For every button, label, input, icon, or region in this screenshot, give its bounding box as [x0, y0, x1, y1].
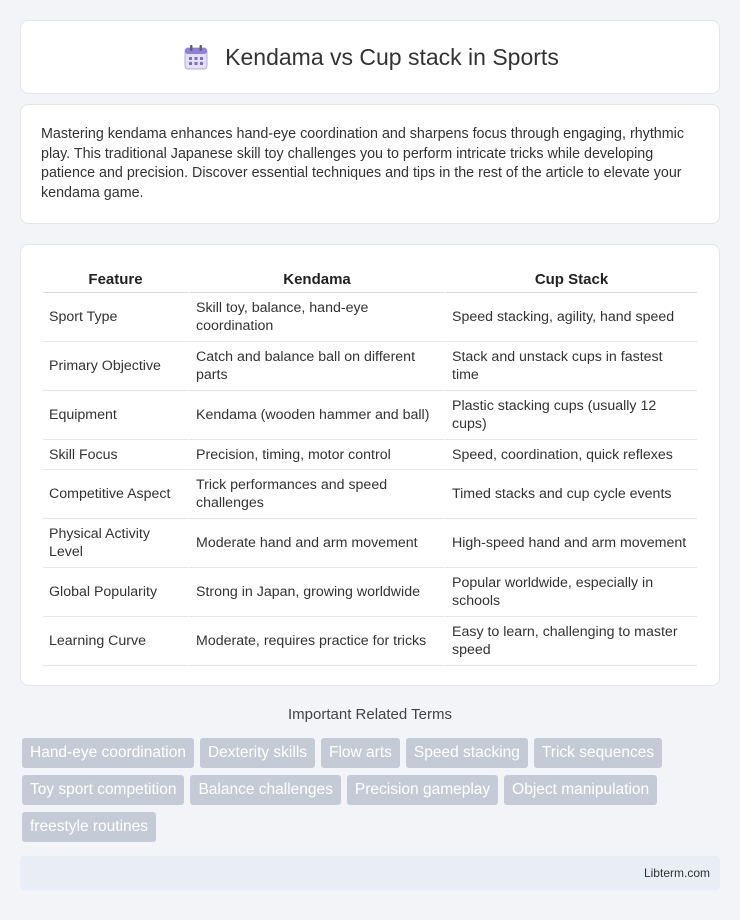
related-term-tag[interactable]: Speed stacking	[406, 738, 528, 768]
related-term-tag[interactable]: Balance challenges	[190, 775, 340, 805]
table-cell: Moderate, requires practice for tricks	[188, 617, 444, 666]
table-cell: Kendama (wooden hammer and ball)	[188, 391, 444, 440]
table-row	[43, 342, 697, 391]
related-term-tag[interactable]: Dexterity skills	[200, 738, 315, 768]
related-term-tag[interactable]: Flow arts	[321, 738, 400, 768]
table-cell: High-speed hand and arm movement	[444, 519, 697, 568]
table-cell: Stack and unstack cups in fastest time	[444, 342, 697, 391]
page-footer	[20, 856, 720, 890]
table-cell: Competitive Aspect	[43, 470, 188, 519]
table-cell: Learning Curve	[43, 617, 188, 666]
related-term-tag[interactable]: Precision gameplay	[347, 775, 498, 805]
table-cell: Primary Objective	[43, 342, 188, 391]
table-cell: Skill Focus	[43, 440, 188, 470]
table-cell: Global Popularity	[43, 568, 188, 617]
table-cell: Physical Activity Level	[43, 519, 188, 568]
column-header-feature: Feature	[43, 265, 188, 293]
calendar-icon	[181, 42, 211, 72]
table-cell: Plastic stacking cups (usually 12 cups)	[444, 391, 697, 440]
table-cell: Easy to learn, challenging to master speed	[444, 617, 697, 666]
column-header-cup-stack: Cup Stack	[444, 265, 697, 293]
related-term-tag[interactable]: freestyle routines	[22, 812, 156, 842]
table-cell: Speed stacking, agility, hand speed	[444, 293, 697, 342]
related-term-tag[interactable]: Hand-eye coordination	[22, 738, 194, 768]
page-title: Kendama vs Cup stack in Sports	[225, 43, 559, 70]
table-cell: Skill toy, balance, hand-eye coordination	[188, 293, 444, 342]
table-cell: Moderate hand and arm movement	[188, 519, 444, 568]
table-row	[43, 519, 697, 568]
table-cell: Speed, coordination, quick reflexes	[444, 440, 697, 470]
table-cell: Timed stacks and cup cycle events	[444, 470, 697, 519]
related-terms-title: Important Related Terms	[288, 706, 452, 723]
comparison-table-card	[20, 244, 720, 686]
related-term-tag[interactable]: Object manipulation	[504, 775, 657, 805]
table-cell: Sport Type	[43, 293, 188, 342]
table-header-row	[43, 265, 697, 293]
related-term-tag[interactable]: Trick sequences	[534, 738, 662, 768]
comparison-table	[43, 265, 697, 666]
table-row	[43, 293, 697, 342]
table-cell: Trick performances and speed challenges	[188, 470, 444, 519]
table-cell: Equipment	[43, 391, 188, 440]
table-cell: Popular worldwide, especially in schools	[444, 568, 697, 617]
table-cell: Strong in Japan, growing worldwide	[188, 568, 444, 617]
intro-section	[20, 104, 720, 224]
footer-brand-link[interactable]: Libterm.com	[643, 866, 710, 880]
intro-text: Mastering kendama enhances hand-eye coordination and sharpens focus through engaging, rhythmic play. This traditional Japanese skill toy challenges you to perform intricate tricks while developing patience and precision. Discover essential techniques and tips in the rest of the article to elevate your kendama game.	[41, 126, 684, 201]
table-cell: Catch and balance ball on different parts	[188, 342, 444, 391]
related-terms-list	[22, 738, 722, 849]
table-row	[43, 568, 697, 617]
related-term-tag[interactable]: Toy sport competition	[22, 775, 184, 805]
table-row	[43, 391, 697, 440]
table-row	[43, 470, 697, 519]
page-header	[20, 20, 720, 94]
table-row	[43, 440, 697, 470]
column-header-kendama: Kendama	[188, 265, 444, 293]
table-row	[43, 617, 697, 666]
table-cell: Precision, timing, motor control	[188, 440, 444, 470]
